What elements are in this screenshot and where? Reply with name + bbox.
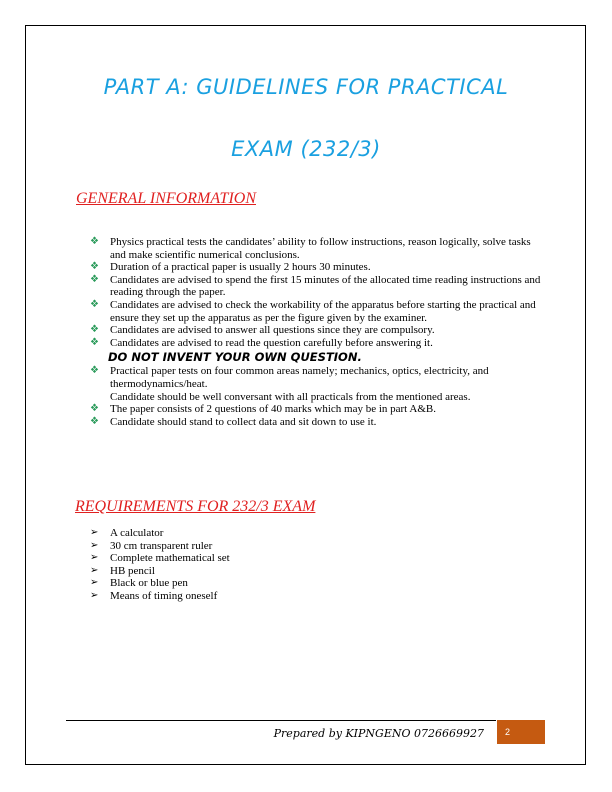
list-item: ➢ HB pencil [90, 564, 155, 577]
diamond-bullet-icon: ❖ [90, 415, 99, 427]
list-item: ❖ Physics practical tests the candidates’ ability to follow instructions, reason logically, solve tasks and make scientific numerical conclusions. [90, 236, 531, 261]
list-item: ❖ Candidates are advised to check the workability of the apparatus before starting the practical and ensure they set up the apparatus as per the figure given by the examiner. [90, 298, 536, 324]
diamond-bullet-icon: ❖ [90, 403, 99, 415]
diamond-bullet-icon: ❖ [90, 261, 99, 273]
list-item: ❖ Duration of a practical paper is usually 2 hours 30 minutes. [90, 261, 371, 274]
diamond-bullet-icon: ❖ [90, 336, 99, 348]
diamond-bullet-icon: ❖ [90, 236, 99, 247]
diamond-bullet-icon: ❖ [90, 324, 99, 336]
arrow-bullet-icon: ➢ [90, 552, 99, 564]
requirements-list [86, 527, 486, 603]
arrow-bullet-icon: ➢ [90, 539, 99, 551]
page-title-line1: PART A: GUIDELINES FOR PRACTICAL [103, 75, 509, 99]
emphasis-text: DO NOT INVENT YOUR OWN QUESTION. [108, 350, 362, 365]
list-item: ➢ 30 cm transparent ruler [90, 539, 213, 552]
arrow-bullet-icon: ➢ [90, 589, 99, 601]
list-item: ❖ Candidates are advised to read the question carefully before answering it. [90, 336, 433, 349]
diamond-bullet-icon: ❖ [90, 298, 99, 310]
arrow-bullet-icon: ➢ [90, 564, 99, 576]
general-information-heading: GENERAL INFORMATION [76, 190, 256, 207]
page-title-line2: EXAM (232/3) [231, 137, 381, 161]
emphasis-item [86, 349, 546, 365]
list-item: ➢ A calculator [90, 527, 164, 539]
footer-divider [66, 720, 496, 721]
list-item: ➢ Complete mathematical set [90, 552, 230, 565]
list-item: ➢ Black or blue pen [90, 577, 188, 590]
list-item: ❖ The paper consists of 2 questions of 40 marks which may be in part A&B. [90, 403, 436, 416]
arrow-bullet-icon: ➢ [90, 577, 99, 589]
diamond-bullet-icon: ❖ [90, 273, 99, 285]
list-item: ❖ Practical paper tests on four common areas namely; mechanics, optics, electricity, and thermodynamics/heat. [90, 365, 489, 390]
list-item: ❖ Candidate should stand to collect data and sit down to use it. [90, 415, 377, 428]
note-item: Candidate should be well conversant with all practicals from the mentioned areas. [110, 390, 471, 403]
diamond-bullet-icon: ❖ [90, 365, 99, 377]
list-item: ❖ Candidates are advised to spend the first 15 minutes of the allocated time reading instructions and reading through the paper. [90, 273, 541, 299]
requirements-heading: REQUIREMENTS FOR 232/3 EXAM [75, 498, 316, 515]
list-item: ❖ Candidates are advised to answer all questions since they are compulsory. [90, 324, 435, 337]
footer-text: Prepared by KIPNGENO 0726669927 [273, 727, 484, 740]
page-number: 2 [497, 720, 545, 744]
arrow-bullet-icon: ➢ [90, 527, 99, 538]
list-item: ➢ Means of timing oneself [90, 589, 218, 602]
general-information-list [86, 236, 546, 428]
